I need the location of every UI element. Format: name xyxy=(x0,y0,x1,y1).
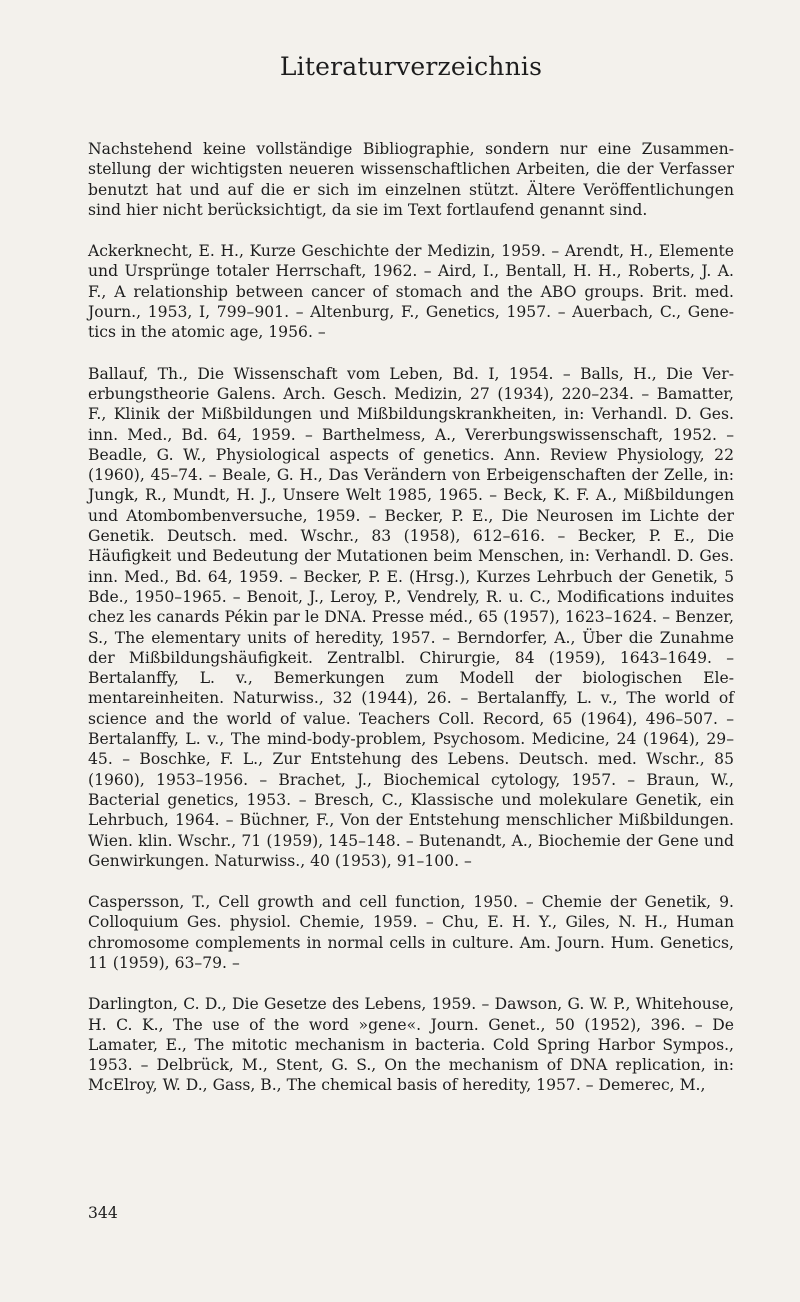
page-number: 344 xyxy=(88,1204,118,1222)
page-title: Literaturverzeichnis xyxy=(279,52,543,81)
intro-paragraph: Nachstehend keine vollständige Bibliographie, sondern nur eine Zusammenstellung der wichtigsten neueren wissenschaftlichen Arbeiten, die der Verfasser benutzt hat und auf die er sich im einzelnen stützt. Ältere Veröffentlichungen sind hier nicht berücksichtigt, da sie im Text fortlaufend genannt sind. xyxy=(88,140,734,219)
references-b: Ballauf, Th., Die Wissenschaft vom Leben, Bd. I, 1954. – Balls, H., Die Vererbungstheorie Galens. Arch. Gesch. Medizin, 27 (1934), 220–234. – Bamatter, F., Klinik der Mißbildungen und Mißbildungskrankheiten, in: Verhandl. D. Ges. inn. Med., Bd. 64, 1959. – Barthelmess, A., Vererbungswissenschaft, 1952. – Beadle, G. W., Physiological aspects of genetics. Ann. Review Physiology, 22 (1960), 45–74. – Beale, G. H., Das Verändern von Erbeigenschaften der Zelle, in: Jungk, R., Mundt, H. J., Unsere Welt 1985, 1965. – Beck, K. F. A., Mißbildungen und Atombombenversuche, 1959. – Becker, P. E., Die Neurosen im Lichte der Genetik. Deutsch. med. Wschr., 83 (1958), 612–616. – Becker, P. E., Die Häufigkeit und Bedeutung der Mutationen beim Menschen, in: Verhandl. D. Ges. inn. Med., Bd. 64, 1959. – Becker, P. E. (Hrsg.), Kurzes Lehrbuch der Genetik, 5 Bde., 1950–1965. – Benoit, J., Leroy, P., Vendrely, R. u. C., Modifications induites chez les canards Pékin par le DNA. Presse méd., 65 (1957), 1623–1624. – Benzer, S., The elementary units of heredity, 1957. – Berndorfer, A., Über die Zunahme der Mißbildungshäufigkeit. Zentralbl. Chirurgie, 84 (1959), 1643–1649. – Bertalanffy, L. v., Bemerkungen zum Modell der biologischen Elementareinheiten. Naturwiss., 32 (1944), 26. – Bertalanffy, L. v., The world of science and the world of value. Teachers Coll. Record, 65 (1964), 496–507. – Bertalanffy, L. v., The mind-body-problem, Psychosom. Medicine, 24 (1964), 29–45. – Boschke, F. L., Zur Entstehung des Lebens. Deutsch. med. Wschr., 85 (1960), 1953–1956. – Brachet, J., Biochemical cytology, 1957. – Braun, W., Bacterial genetics, 1953. – Bresch, C., Klassische und molekulare Genetik, ein Lehrbuch, 1964. – Büchner, F., Von der Entstehung menschlicher Mißbildungen. Wien. klin. Wschr., 71 (1959), 145–148. – Butenandt, A., Biochemie der Gene und Genwirkungen. Naturwiss., 40 (1953), 91–100. – xyxy=(88,364,734,870)
references-c: Caspersson, T., Cell growth and cell function, 1950. – Chemie der Genetik, 9. Colloquium Ges. physiol. Chemie, 1959. – Chu, E. H. Y., Giles, N. H., Human chromosome complements in normal cells in culture. Am. Journ. Hum. Genetics, 11 (1959), 63–79. – xyxy=(88,893,734,972)
text-block xyxy=(88,52,734,1117)
references-a: Ackerknecht, E. H., Kurze Geschichte der Medizin, 1959. – Arendt, H., Elemente und Ursprünge totaler Herrschaft, 1962. – Aird, I., Bentall, H. H., Roberts, J. A. F., A relationship between cancer of stomach and the ABO groups. Brit. med. Journ., 1953, I, 799–901. – Altenburg, F., Genetics, 1957. – Auerbach, C., Genetics in the atomic age, 1956. – xyxy=(88,242,734,342)
references-d: Darlington, C. D., Die Gesetze des Lebens, 1959. – Dawson, G. W. P., Whitehouse, H. C. K., The use of the word »gene«. Journ. Genet., 50 (1952), 396. – De Lamater, E., The mitotic mechanism in bacteria. Cold Spring Harbor Sympos., 1953. – Delbrück, M., Stent, G. S., On the mechanism of DNA replication, in: McElroy, W. D., Gass, B., The chemical basis of heredity, 1957. – Demerec, M., xyxy=(88,995,734,1095)
